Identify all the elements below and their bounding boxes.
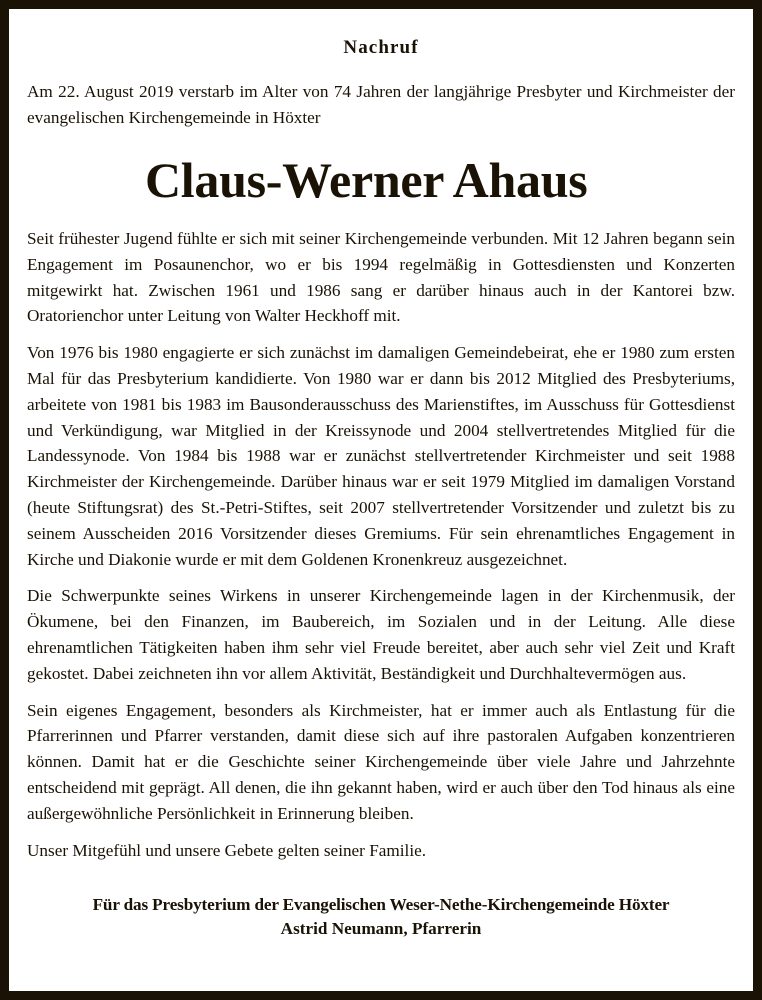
- body-paragraph-focus-areas: Die Schwerpunkte seines Wirkens in unserer Kirchengemeinde lagen in der Kirchenmusik, der Ökumene, bei den Finanzen, im Baubereich, im Sozialen und in der Leitung. Alle diese ehrenamtlichen Tätigkeiten haben ihm sehr viel Freude bereitet, aber auch sehr viel Zeit und Kraft gekostet. Dabei zeichneten ihn vor allem Aktivität, Beständigkeit und Durchhaltevermögen aus.: [27, 586, 735, 683]
- signature-block: [27, 893, 735, 941]
- signature-organization: Für das Presbyterium der Evangelischen Weser-Nethe-Kirchengemeinde Höxter: [92, 895, 670, 915]
- body-paragraph-offices-and-committees: Von 1976 bis 1980 engagierte er sich zunächst im damaligen Gemeindebeirat, ehe er 1980 zum ersten Mal für das Presbyterium kandidierte. Von 1980 war er dann bis 2012 Mitglied des Presbyteriums, arbeitete von 1981 bis 1983 im Bausonderausschuss des Marienstiftes, im Ausschuss für Gottesdienst und Verkündigung, war Mitglied in der Kreissynode und 2004 stellvertretendes Mitglied für die Landessynode. Von 1984 bis 1988 war er zunächst stellvertretender Kirchmeister und seit 1988 Kirchmeister der Kirchengemeinde. Darüber hinaus war er seit 1979 Mitglied im damaligen Vorstand (heute Stiftungsrat) des St.-Petri-Stiftes, seit 2007 stellvertretender Vorsitzender und zuletzt bis zu seinem Ausscheiden 2016 Vorsitzender dieses Gremiums. Für sein ehrenamtliches Engagement in Kirche und Diakonie wurde er mit dem Goldenen Kronenkreuz ausgezeichnet.: [27, 343, 735, 569]
- deceased-name: Claus-Werner Ahaus: [145, 152, 588, 208]
- closing-paragraph: Unser Mitgefühl und unsere Gebete gelten seiner Familie.: [27, 840, 427, 860]
- body-paragraph-youth-and-music: Seit frühester Jugend fühlte er sich mit seiner Kirchengemeinde verbunden. Mit 12 Jahren begann sein Engagement im Posaunenchor, wo er bis 1994 regelmäßig in Gottesdiensten und Konzerten mitgewirkt hat. Zwischen 1961 und 1986 sang er darüber hinaus auch in der Kantorei bzw. Oratorienchor unter Leitung von Walter Heckhoff mit.: [27, 229, 735, 326]
- body-paragraphs: [27, 226, 735, 863]
- name-block: [27, 152, 735, 208]
- signature-signer: Astrid Neumann, Pfarrerin: [280, 919, 482, 939]
- notice-content: [9, 9, 753, 991]
- page-title: Nachruf: [343, 37, 419, 58]
- lead-paragraph: Am 22. August 2019 verstarb im Alter von 74 Jahren der langjährige Presbyter und Kirchmeister der evangelischen Kirchengemeinde in Höxter: [27, 82, 735, 127]
- body-paragraph-legacy: Sein eigenes Engagement, besonders als Kirchmeister, hat er immer auch als Entlastung für die Pfarrerinnen und Pfarrer verstanden, damit diese sich auf ihre pastoralen Aufgaben konzentrieren können. Damit hat er die Geschichte seiner Kirchengemeinde über viele Jahre und Jahrzehnte entscheidend mit geprägt. All denen, die ihn gekannt haben, wird er auch über den Tod hinaus als eine außergewöhnliche Persönlichkeit in Erinnerung bleiben.: [27, 700, 735, 823]
